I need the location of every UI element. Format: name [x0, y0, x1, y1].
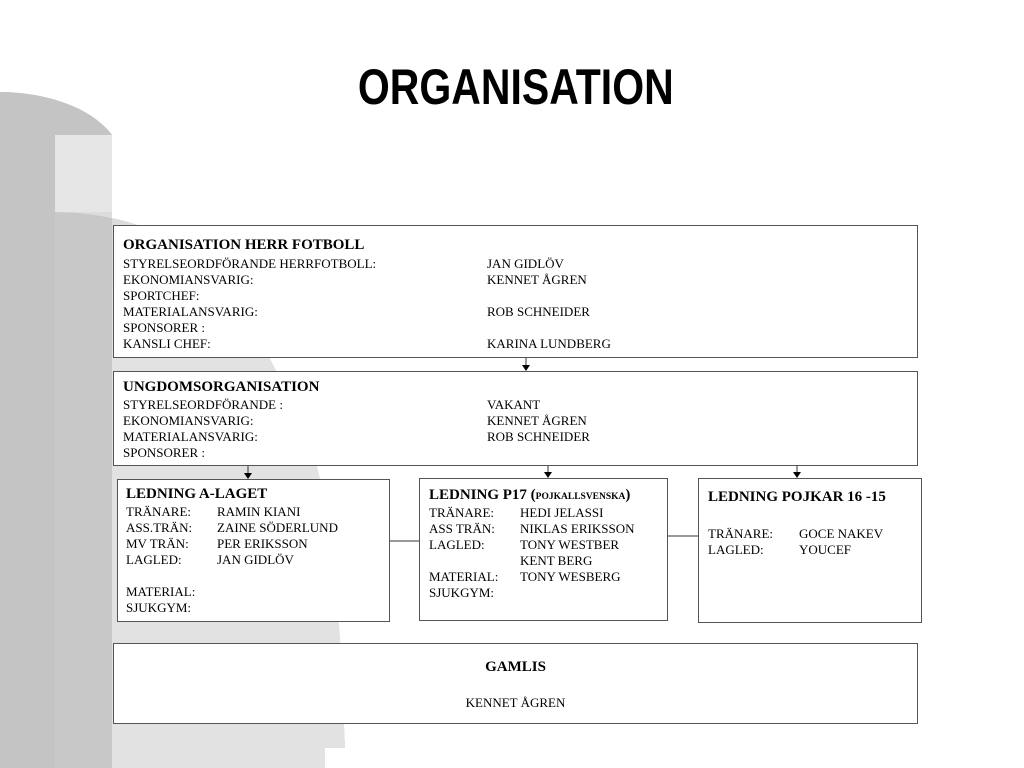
- pojkar-value: GOCE NAKEV: [799, 526, 884, 541]
- p17-label: LAGLED:: [429, 537, 485, 552]
- gamlis-heading: GAMLIS: [485, 659, 546, 675]
- herr-heading: ORGANISATION HERR FOTBOLL: [123, 237, 365, 253]
- ungdom-value: ROB SCHNEIDER: [487, 429, 590, 444]
- herr-label: MATERIALANSVARIG:: [123, 304, 258, 319]
- herr-label: SPONSORER :: [123, 320, 205, 335]
- ungdom-value: KENNET ÅGREN: [487, 413, 587, 428]
- herr-label: EKONOMIANSVARIG:: [123, 272, 254, 287]
- a-laget-value: JAN GIDLÖV: [217, 552, 294, 567]
- herr-value: KARINA LUNDBERG: [487, 336, 611, 351]
- p17-label: ASS TRÄN:: [429, 521, 495, 536]
- p17-label: SJUKGYM:: [429, 585, 495, 600]
- a-laget-box: [117, 479, 390, 622]
- ungdom-label: EKONOMIANSVARIG:: [123, 413, 254, 428]
- p17-label: TRÄNARE:: [429, 505, 494, 520]
- p17-value: NIKLAS ERIKSSON: [520, 521, 635, 536]
- a-laget-heading: LEDNING A-LAGET: [126, 486, 268, 502]
- a-laget-label: TRÄNARE:: [126, 504, 191, 519]
- herr-value: KENNET ÅGREN: [487, 272, 587, 287]
- p17-heading: [429, 486, 630, 506]
- ungdom-value: VAKANT: [487, 397, 541, 412]
- a-laget-label: LAGLED:: [126, 552, 182, 567]
- herr-fotboll-box: [113, 225, 918, 358]
- pojkar-value: YOUCEF: [799, 542, 852, 557]
- herr-label: SPORTCHEF:: [123, 288, 200, 303]
- gamlis-name: KENNET ÅGREN: [465, 695, 566, 710]
- p17-value: TONY WESTBER: [520, 537, 620, 552]
- herr-label: STYRELSEORDFÖRANDE HERRFOTBOLL:: [123, 256, 377, 271]
- p17-value: TONY WESBERG: [520, 569, 621, 584]
- p17-value: KENT BERG: [520, 553, 593, 568]
- a-laget-label: MATERIAL:: [126, 584, 196, 599]
- herr-value: JAN GIDLÖV: [487, 256, 564, 271]
- p17-value: HEDI JELASSI: [520, 505, 604, 520]
- a-laget-value: PER ERIKSSON: [217, 536, 308, 551]
- page-title: ORGANISATION: [357, 59, 674, 115]
- pojkar-label: LAGLED:: [708, 542, 764, 557]
- a-laget-label: ASS.TRÄN:: [126, 520, 193, 535]
- gamlis-box: [113, 643, 918, 724]
- herr-label: KANSLI CHEF:: [123, 336, 211, 351]
- p17-heading-main: LEDNING P17 (: [429, 487, 536, 503]
- p17-heading-end: ): [625, 487, 631, 503]
- pojkar-heading: LEDNING POJKAR 16 -15: [708, 489, 886, 505]
- p17-heading-small: POJKALLSVENSKA: [535, 492, 626, 502]
- ungdom-label: SPONSORER :: [123, 445, 205, 460]
- ungdom-heading: UNGDOMSORGANISATION: [123, 379, 320, 395]
- a-laget-label: MV TRÄN:: [126, 536, 189, 551]
- ungdom-label: MATERIALANSVARIG:: [123, 429, 258, 444]
- ungdom-label: STYRELSEORDFÖRANDE :: [123, 397, 283, 412]
- p17-box: [419, 478, 668, 621]
- pojkar-box: [698, 478, 922, 623]
- a-laget-value: ZAINE SÖDERLUND: [217, 520, 338, 535]
- p17-label: MATERIAL:: [429, 569, 499, 584]
- a-laget-value: RAMIN KIANI: [217, 504, 301, 519]
- ungdom-box: [113, 371, 918, 466]
- herr-value: ROB SCHNEIDER: [487, 304, 590, 319]
- pojkar-label: TRÄNARE:: [708, 526, 773, 541]
- a-laget-label: SJUKGYM:: [126, 600, 192, 615]
